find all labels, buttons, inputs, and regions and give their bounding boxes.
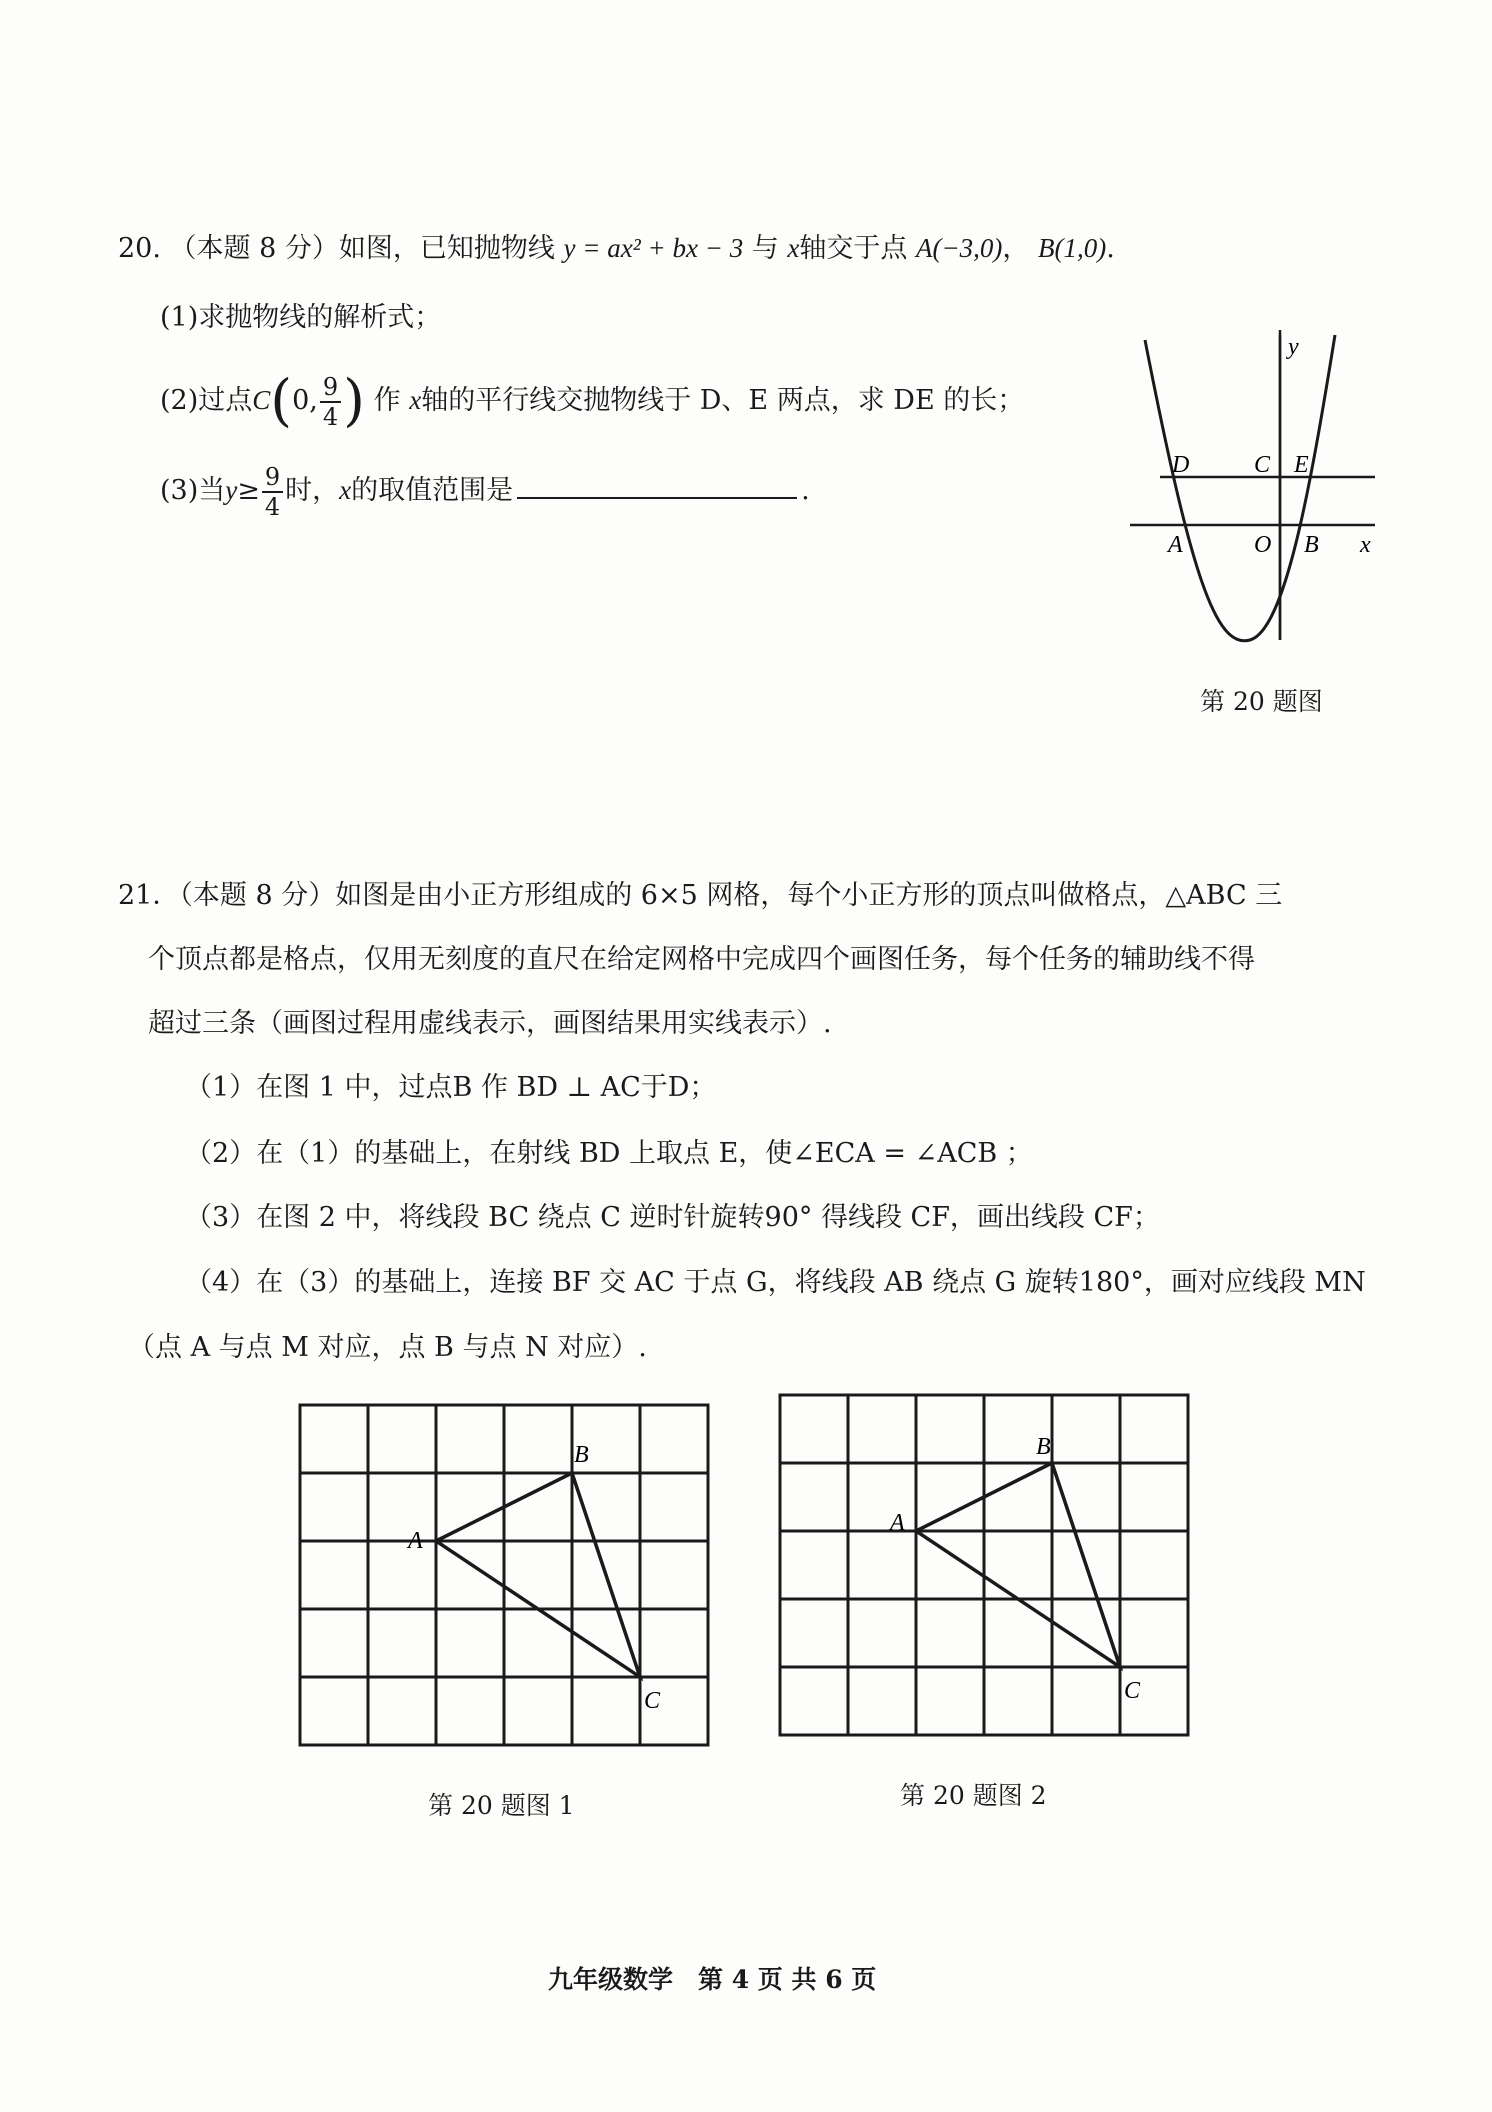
q20-part2-post: 轴的平行线交抛物线于 D、E 两点，求 DE 的长； [421, 385, 1025, 416]
q20-x: x [787, 233, 800, 263]
q20-part2-c: C [252, 385, 271, 415]
q20-part2 [160, 368, 1025, 434]
q20-line1 [118, 230, 1115, 267]
q21-fig1-caption: 第 20 题图 1 [428, 1791, 575, 1820]
q20-part3-mid: 时， [285, 475, 340, 506]
q21-line3: 超过三条（画图过程用虚线表示，画图结果用实线表示）. [148, 1008, 832, 1039]
q21-task2: （2）在（1）的基础上，在射线 BD 上取点 E，使∠ECA = ∠ACB ； [185, 1138, 1033, 1169]
q21-grid-figure-2 [770, 1380, 1200, 1750]
label-x: x [1360, 532, 1371, 558]
q20-part3-pre: (3)当 [160, 475, 226, 506]
label-a: A [408, 1528, 423, 1554]
label-a: A [890, 1510, 905, 1536]
label-e: E [1294, 452, 1309, 478]
q21-line1: 21．（本题 8 分）如图是由小正方形组成的 6×5 网格，每个小正方形的顶点叫做格点，△ABC 三 [118, 880, 1283, 911]
label-y: y [1288, 334, 1299, 360]
q20-part2-coord: 0, [292, 385, 318, 416]
page-footer: 九年级数学 第 4 页 共 6 页 [548, 1965, 877, 1994]
triangle-abc [916, 1463, 1120, 1667]
q20-part1: (1)求抛物线的解析式； [160, 302, 442, 333]
q21-line2: 个顶点都是格点，仅用无刻度的直尺在给定网格中完成四个画图任务，每个任务的辅助线不得 [148, 944, 1255, 975]
q20-part3-ge: ≥ [237, 475, 260, 506]
q20-part2-pre: (2)过点 [160, 385, 253, 416]
q20-part3 [160, 460, 810, 521]
q21-task4b: （点 A 与点 M 对应，点 B 与点 N 对应）. [128, 1332, 647, 1363]
q20-part3-post: 的取值范围是 [351, 475, 514, 506]
q20-number: 20. [118, 233, 161, 264]
q20-with: 与 [751, 233, 779, 264]
label-d: D [1172, 452, 1190, 478]
left-paren: ( [270, 368, 293, 434]
q20-equation: y = ax² + bx − 3 [563, 233, 744, 263]
label-b: B [1036, 1434, 1051, 1460]
q20-score: （本题 8 分） [169, 233, 339, 264]
right-paren: ) [343, 368, 366, 434]
q21-grid-figure-1 [290, 1390, 720, 1760]
q20-end: . [1106, 233, 1115, 264]
denominator: 4 [322, 402, 339, 431]
q20-part3-x: x [339, 475, 352, 505]
q20-sep: ， [1002, 233, 1030, 264]
q20-point-a: A(−3,0) [915, 233, 1003, 263]
numerator: 9 [262, 465, 283, 493]
label-o: O [1254, 532, 1272, 558]
q20-part2-fraction [320, 372, 341, 431]
q20-part3-y: y [225, 475, 238, 505]
q21-task4: （4）在（3）的基础上，连接 BF 交 AC 于点 G，将线段 AB 绕点 G 旋转180°，画对应线段 MN [185, 1267, 1366, 1298]
label-b: B [574, 1442, 589, 1468]
q20-intro: 如图，已知抛物线 [338, 233, 555, 264]
label-b: B [1304, 532, 1319, 558]
q21-task3: （3）在图 2 中，将线段 BC 绕点 C 逆时针旋转90° 得线段 CF，画出线段 CF； [185, 1202, 1160, 1233]
numerator: 9 [320, 375, 341, 403]
q20-part2-x: x [409, 385, 422, 415]
parabola-curve [1145, 335, 1335, 641]
q21-task1: （1）在图 1 中，过点B 作 BD ⊥ AC于D； [185, 1072, 717, 1103]
label-a: A [1168, 532, 1183, 558]
q20-fig-caption: 第 20 题图 [1200, 687, 1323, 716]
denominator: 4 [264, 492, 281, 521]
label-c: C [644, 1688, 661, 1714]
q20-part2-mid: 作 [373, 385, 401, 416]
answer-blank [517, 475, 797, 499]
q20-part3-fraction [262, 462, 283, 521]
label-c: C [1254, 452, 1271, 478]
label-c: C [1124, 1678, 1141, 1704]
q21-fig2-caption: 第 20 题图 2 [900, 1781, 1047, 1810]
triangle-abc [436, 1473, 640, 1677]
q20-point-b: B(1,0) [1038, 233, 1107, 263]
q20-part3-end: . [801, 475, 810, 506]
q20-figure [1120, 330, 1380, 660]
q20-axis-text: 轴交于点 [799, 233, 908, 264]
